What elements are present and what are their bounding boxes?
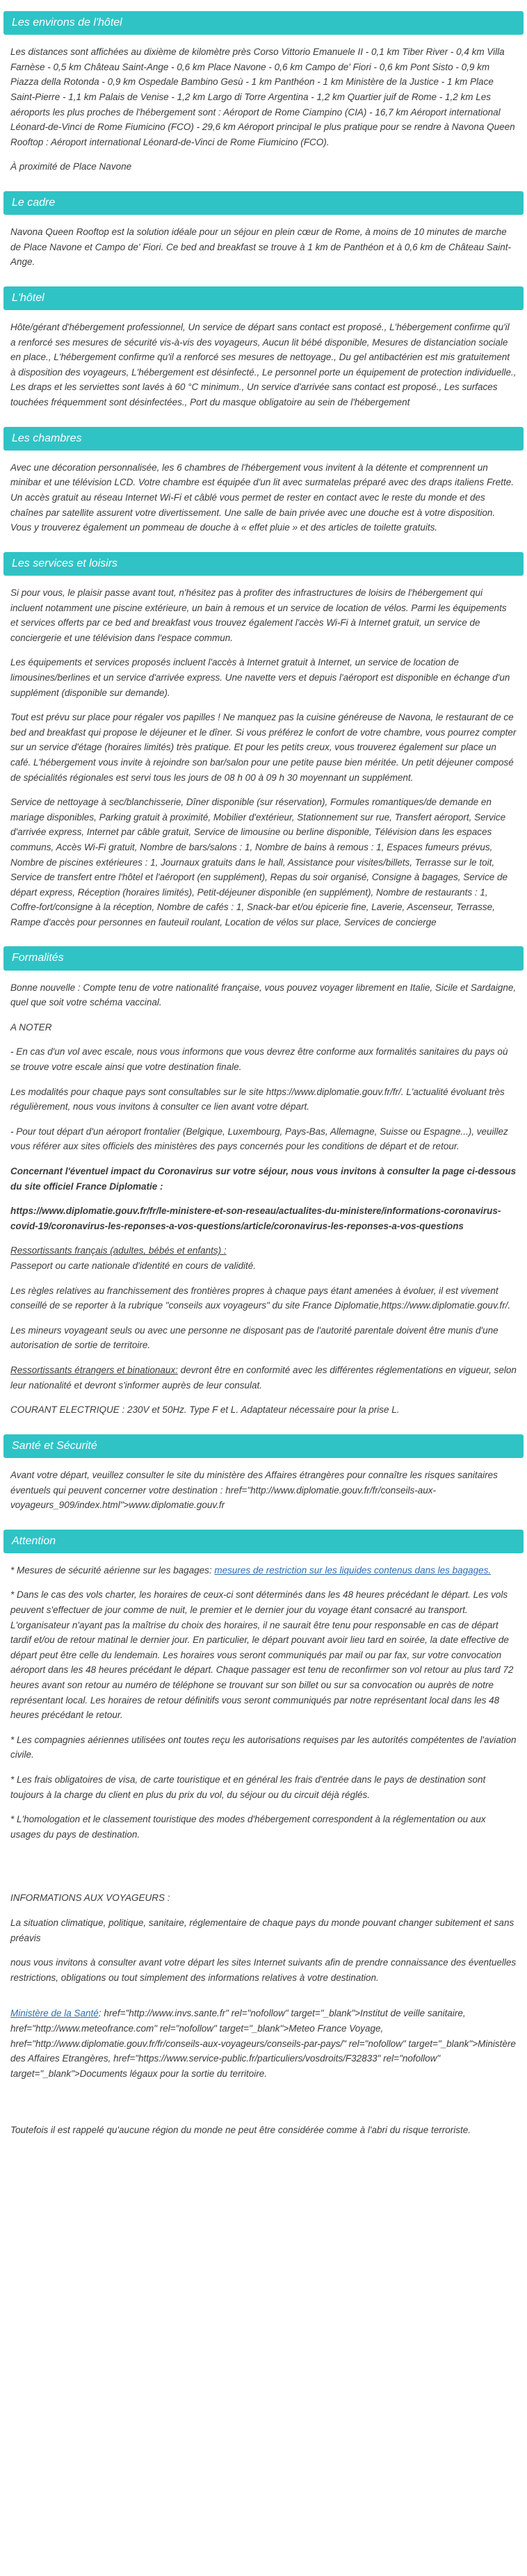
terrorism-disclaimer: Toutefois il est rappelé qu'aucune région du monde ne peut être considérée comme à l'abri du risque terroriste. <box>10 2125 471 2136</box>
section-attention <box>0 1530 527 2138</box>
rooms-text: Avec une décoration personnalisée, les 6 chambres de l'hébergement vous invitent à la détente et comprennent un minibar et une télévision LCD. Votre chambre est équipée d'un lit avec surmatelas préparé avec des draps italiens Frette. Un accès gratuit au réseau Internet Wi-Fi et câblé vous permet de rester en contact avec le reste du monde et des chaînes par satellite assurent votre divertissement. Une salle de bain privée avec une douche est à votre disposition. Vous y trouverez également un pommeau de douche à « effet pluie » et des articles de toilette gratuits. <box>10 462 514 533</box>
surroundings-nearby-text: À proximité de Place Navone <box>10 161 132 172</box>
travellers-info-links <box>10 2006 517 2081</box>
section-rooms <box>0 427 527 535</box>
baggage-prefix: * Mesures de sécurité aérienne sur les bagages: <box>10 1564 215 1575</box>
attention-charter-flights: * Dans le cas des vols charter, les horaires de ceux-ci sont déterminés dans les 48 heures précédant le départ. Les vols peuvent s'effectuer de jour comme de nuit, le premier et le dernier jour du voyage étant consacré au transport. L'organisateur n'ayant pas la maîtrise du choix des horaires, il ne saurait être tenu pour responsable en cas de départ tardif et/ou de retour matinal le dernier jour. En particulier, le départ pouvant avoir lieu tard en soirée, la date effective de départ peut être celle du lendemain. Les horaires vous seront communiqués par mail ou par fax, sur votre convocation aéroport dans les 48 heures précédant le départ. Chaque passager est tenu de reconfirmer son vol retour au plus tard 72 heures avant son retour au numéro de téléphone se trouvant sur son billet ou sur sa convocation ou auprès de notre représentant local. Les horaires de retour définitifs vous seront communiqués par notre représentant local dans les 48 heures précédant le retour. <box>10 1589 514 1721</box>
attention-homologation: * L'homologation et le classement touristique des modes d'hébergement correspondent à la réglementation ou aux usages du pays de destination. <box>10 1814 486 1840</box>
formalities-covid-url: https://www.diplomatie.gouv.fr/fr/le-ministere-et-son-reseau/actualites-du-ministere/informations-coronavirus-covid-19/coronavirus-les-reponses-a-vos-questions/article/coronavirus-les-reponses-a-vos-questions <box>10 1206 501 1231</box>
section-health-safety <box>0 1434 527 1513</box>
section-heading-formalities <box>3 946 524 970</box>
travellers-info-links-rest: : href="http://www.invs.sante.fr" rel="nofollow" target="_blank">Institut de veille sanitaire, href="http://www.meteofrance.com" rel="nofollow" target="_blank">Meteo France Voyage, href="http://www.diplomatie.gouv.fr/fr/conseils-aux-voyageurs/conseils-par-pays/" rel="nofollow" target="_blank">Ministère des Affaires Etrangères, href="https://www.service-public.fr/particuliers/vosdroits/F32833" rel="nofollow" target="_blank">Documents légaux pour la sortie du territoire. <box>10 2008 516 2079</box>
formalities-covid-intro: Concernant l'éventuel impact du Coronavirus sur votre séjour, nous vous invitons à consulter la page ci-dessous du site officiel France Diplomatie : <box>10 1166 517 1192</box>
formalities-french-nationals <box>10 1243 517 1273</box>
foreign-nationals-title: Ressortissants étrangers et binationaux: <box>10 1364 178 1375</box>
formalities-note-title: A NOTER <box>10 1021 52 1032</box>
section-hotel <box>0 286 527 410</box>
services-paragraph-2: Les équipements et services proposés incluent l'accès à Internet gratuit à Internet, un service de location de limousines/berlines et un service d'arrivée express. Une navette vers et depuis l'aéroport est disponible en échange d'un supplément (disponible sur demande). <box>10 657 510 698</box>
section-heading-services <box>3 552 524 576</box>
travellers-info-invitation: nous vous invitons à consulter avant votre départ les sites Internet suivants afin de prendre connaissance des éventuelles restrictions, obligations ou tout simplement des informations relatives à votre destination. <box>10 1957 517 1983</box>
formalities-minors: Les mineurs voyageant seuls ou avec une personne ne disposant pas de l'autorité parentale doivent être munis d'une autorisation de sortie de territoire. <box>10 1325 498 1351</box>
section-heading-label: Santé et Sécurité <box>12 1439 97 1452</box>
services-amenities-list: Service de nettoyage à sec/blanchisserie, Dîner disponible (sur réservation), Formules romantiques/de demande en mariage disponibles, Parking gratuit à proximité, Mobilier d'extérieur, Stationnement sur rue, Transfert aéroport, Service d'arrivée express, Internet par câble gratuit, Service de limousine ou berline disponible, Télévision dans les espaces communs, Accès Wi-Fi gratuit, Nombre de bars/salons : 1, Nombre de bains à remous : 1, Espaces fumeurs prévus, Nombre de piscines extérieures : 1, Journaux gratuits dans le hall, Assistance pour visites/billets, Terrasse sur le toit, Service de transfert entre l'hôtel et l'aéroport (en supplément), Repas du soir organisé, Consigne à bagages, Service de départ express, Réception (horaires limités), Petit-déjeuner disponible (en supplément), Nombre de restaurants : 1, Coffre-fort/consigne à la réception, Nombre de cafés : 1, Snack-bar et/ou épicerie fine, Laverie, Ascenseur, Terrasse, Rampe d'accès pour personnes en fauteuil roulant, Location de vélos sur place, Services de concierge <box>10 797 508 927</box>
attention-visa-fees: * Les frais obligatoires de visa, de carte touristique et en général les frais d'entrée dans le pays de destination sont toujours à la charge du client en plus du prix du vol, du séjour ou du circuit déjà réglés. <box>10 1774 486 1800</box>
section-heading-rooms <box>3 427 524 451</box>
foreign-nationals-body: devront être en conformité avec les différentes réglementations en vigueur, selon leur nationalité et devront s'informer auprès de leur consulat. <box>10 1364 517 1391</box>
services-paragraph-1: Si pour vous, le plaisir passe avant tout, n'hésitez pas à profiter des infrastructures de loisirs de l'hébergement qui incluent notamment une piscine extérieure, un bain à remous et un service de location de vélos. Parmi les équipements et services offerts par ce bed and breakfast vous trouvez également l'accès Wi-Fi à Internet gratuit, un service de conciergerie et une télévision dans l'espace commun. <box>10 588 507 643</box>
health-safety-text: Avant votre départ, veuillez consulter le site du ministère des Affaires étrangères pour connaître les risques sanitaires éventuels qui peuvent concerner votre destination : href="http://www.diplomatie.gouv.fr/fr/conseils-aux-voyageurs_909/index.html">www.diplomatie.gouv.fr <box>10 1469 498 1511</box>
setting-text: Navona Queen Rooftop est la solution idéale pour un séjour en plein cœur de Rome, à moins de 10 minutes de marche de Place Navone et Campo de' Fiori. Ce bed and breakfast se trouve à 1 km de Panthéon et à 0,6 km de Château Saint-Ange. <box>10 227 512 268</box>
section-setting <box>0 191 527 270</box>
formalities-note-website: Les modalités pour chaque pays sont consultables sur le site https://www.diplomatie.gouv.fr/fr/. L'actualité évoluant très régulièrement, nous vous invitons à consulter ce lien avant votre départ. <box>10 1086 505 1112</box>
section-heading-hotel <box>3 286 524 310</box>
hotel-text: Hôte/gérant d'hébergement professionnel, Un service de départ sans contact est proposé., L'hébergement confirme qu'il a renforcé ses mesures de sécurité vis-à-vis des voyageurs, Aucun lit bébé disponible, Mesures de distanciation sociale en place., L'hébergement confirme qu'il a renforcé ses mesures de nettoyage., Du gel antibactérien est mis gratuitement à disposition des voyageurs, L'hébergement est désinfecté., Le personnel porte un équipement de protection individuelle., Les draps et les serviettes sont lavés à 60 °C minimum., Un service d'arrivée sans contact est proposé., Les surfaces touchées fréquemment sont désinfectées., Port du masque obligatoire au sein de l'hébergement <box>10 322 517 408</box>
services-paragraph-3: Tout est prévu sur place pour régaler vos papilles ! Ne manquez pas la cuisine généreuse de Navona, le restaurant de ce bed and breakfast qui propose le déjeuner et le dîner. Si vous préférez le confort de votre chambre, vous pourrez compter sur un service d'étage (horaires limités) très pratique. Et pour les petits creux, vous trouverez également sur place un café. L'hébergement vous invite à rejoindre son bar/salon pour une petite pause bien méritée. Un petit déjeuner composé de spécialités régionales est servi tous les jours de 08 h 00 à 09 h 30 moyennant un supplément. <box>10 712 517 783</box>
attention-baggage <box>10 1563 517 1578</box>
section-heading-label: Les environs de l'hôtel <box>12 17 122 29</box>
travellers-info-situation: La situation climatique, politique, sanitaire, réglementaire de chaque pays du monde pouvant changer subitement et sans préavis <box>10 1917 514 1943</box>
formalities-electric-current: COURANT ELECTRIQUE : 230V et 50Hz. Type F et L. Adaptateur nécessaire pour la prise L. <box>10 1404 400 1416</box>
section-heading-attention <box>3 1530 524 1553</box>
section-heading-label: Le cadre <box>12 196 56 209</box>
section-heading-health-safety <box>3 1434 524 1458</box>
travellers-info-title: INFORMATIONS AUX VOYAGEURS : <box>10 1893 170 1904</box>
formalities-note-stopover: - En cas d'un vol avec escale, nous vous informons que vous devrez être conforme aux formalités sanitaires du pays où se trouve votre escale ainsi que votre destination finale. <box>10 1046 508 1073</box>
section-heading-surroundings <box>3 11 524 35</box>
section-heading-setting <box>3 191 524 215</box>
surroundings-distances-text: Les distances sont affichées au dixième de kilomètre près Corso Vittorio Emanuele II - 0,1 km Tiber River - 0,4 km Villa Farnèse - 0,5 km Château Saint-Ange - 0,6 km Place Navone - 0,6 km Campo de' Fiori - 0,6 km Pont Sisto - 0,9 km Piazza della Rotonda - 0,9 km Ospedale Bambino Gesù - 1 km Panthéon - 1 km Ministère de la Justice - 1 km Place Saint-Pierre - 1,1 km Palais de Venise - 1,2 km Largo di Torre Argentina - 1,2 km Quartier juif de Rome - 1,2 km Les aéroports les plus proches de l'hébergement sont : Aéroport de Rome Ciampino (CIA) - 16,7 km Aéroport international Léonard-de-Vinci de Rome Fiumicino (FCO) - 29,6 km Aéroport principal le plus pratique pour se rendre à Navona Queen Rooftop : Aéroport international Léonard-de-Vinci de Rome Fiumicino (FCO). <box>10 47 515 147</box>
health-ministry-link[interactable]: Ministère de la Santé <box>10 2008 99 2019</box>
formalities-note-border-airports: - Pour tout départ d'un aéroport frontalier (Belgique, Luxembourg, Pays-Bas, Allemagne, Suisse ou Espagne...), veuillez vous référer aux sites officiels des ministères des pays concernés pour les conditions de départ et de retour. <box>10 1126 508 1152</box>
section-heading-label: Les services et loisirs <box>12 557 118 569</box>
section-heading-label: Formalités <box>12 952 64 964</box>
formalities-foreign-nationals <box>10 1363 517 1393</box>
section-services <box>0 552 527 930</box>
section-heading-label: Les chambres <box>12 432 82 444</box>
attention-airlines: * Les compagnies aériennes utilisées ont toutes reçu les autorisations requises par les autorités compétentes de l'aviation civile. <box>10 1734 517 1760</box>
baggage-restrictions-link[interactable]: mesures de restriction sur les liquides contenus dans les bagages. <box>214 1564 492 1575</box>
section-surroundings <box>0 11 527 175</box>
section-heading-label: L'hôtel <box>12 291 44 304</box>
french-nationals-title: Ressortissants français (adultes, bébés et enfants) : <box>10 1245 227 1256</box>
french-nationals-body: Passeport ou carte nationale d'identité en cours de validité. <box>10 1260 257 1271</box>
formalities-good-news: Bonne nouvelle : Compte tenu de votre nationalité française, vous pouvez voyager librement en Italie, Sicile et Sardaigne, quel que soit votre schéma vaccinal. <box>10 982 517 1008</box>
formalities-border-rules: Les règles relatives au franchissement des frontières propres à chaque pays étant amenées à évoluer, il est vivement conseillé de se reporter à la rubrique "conseils aux voyageurs" du site France Diplomatie,https://www.diplomatie.gouv.fr/. <box>10 1285 511 1311</box>
section-formalities <box>0 946 527 1417</box>
section-heading-label: Attention <box>12 1534 56 1547</box>
